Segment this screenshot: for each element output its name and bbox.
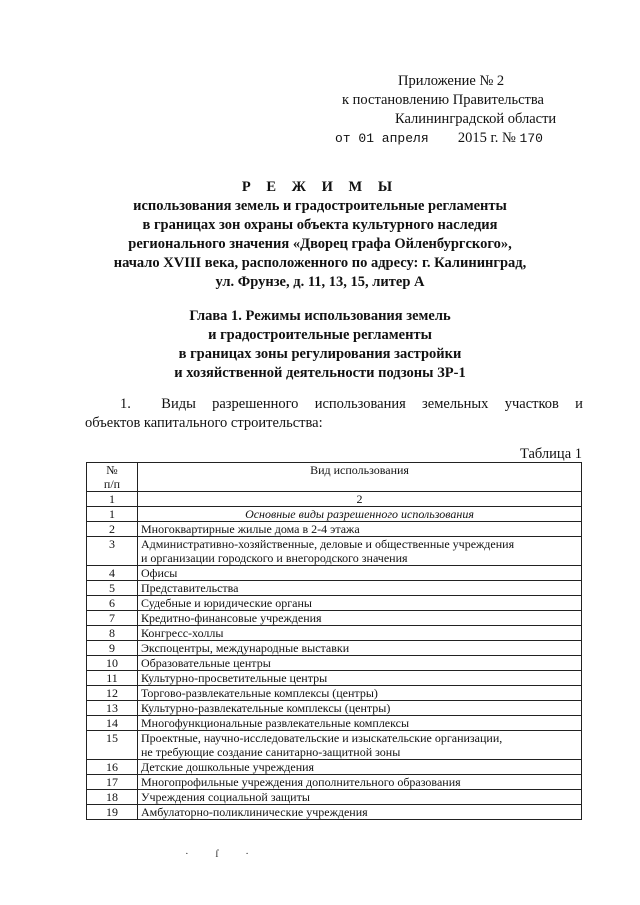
table-row [87, 760, 582, 775]
row-desc: Многоквартирные жилые дома в 2-4 этажа [138, 522, 582, 537]
row-desc: Детские дошкольные учреждения [138, 760, 582, 775]
document-title [60, 178, 580, 292]
row-desc: Проектные, научно-исследовательские и изыскательские организации, не требующие создание санитарно-защитной зоны [138, 731, 582, 760]
appendix-number: 170 [519, 131, 543, 146]
row-desc: Образовательные центры [138, 656, 582, 671]
appendix-ref: к постановлению Правительства [342, 92, 544, 108]
chapter-line: и градостроительные регламенты [208, 327, 432, 343]
row-desc: Культурно-развлекательные комплексы (центры) [138, 701, 582, 716]
table-section-row [87, 507, 582, 522]
row-num: 13 [87, 701, 138, 716]
row-num: 19 [87, 805, 138, 820]
appendix-title: Приложение № 2 [398, 73, 505, 89]
title-line: начало XVIII века, расположенного по адресу: г. Калининград, [113, 255, 527, 271]
header-desc: Вид использования [138, 463, 582, 492]
paragraph-1 [85, 395, 583, 433]
table-row [87, 790, 582, 805]
title-line: регионального значения «Дворец графа Ойленбургского», [128, 236, 512, 252]
table-row [87, 805, 582, 820]
appendix-year: 2015 г. № [457, 130, 516, 146]
row-desc: Многопрофильные учреждения дополнительного образования [138, 775, 582, 790]
table-row [87, 537, 582, 566]
table-row [87, 671, 582, 686]
row-num: 2 [87, 522, 138, 537]
table-header-row [87, 463, 582, 492]
appendix-region: Калининградской области [395, 111, 557, 127]
row-desc: Офисы [138, 566, 582, 581]
row-num: 16 [87, 760, 138, 775]
paragraph-word: разрешенного [212, 396, 299, 412]
table-row [87, 522, 582, 537]
row-num: 6 [87, 596, 138, 611]
section-desc: Основные виды разрешенного использования [138, 507, 582, 522]
chapter-line: Глава 1. Режимы использования земель [189, 308, 451, 324]
row-desc: Амбулаторно-поликлинические учреждения [138, 805, 582, 820]
paragraph-word: использования [314, 396, 406, 412]
index-desc: 2 [138, 492, 582, 507]
table-row [87, 656, 582, 671]
row-num: 7 [87, 611, 138, 626]
table-row [87, 775, 582, 790]
row-desc: Торгово-развлекательные комплексы (центры) [138, 686, 582, 701]
chapter-line: в границах зоны регулирования застройки [178, 346, 462, 362]
table-row [87, 701, 582, 716]
title-line: использования земель и градостроительные регламенты [133, 198, 507, 214]
row-num: 9 [87, 641, 138, 656]
index-num: 1 [87, 492, 138, 507]
table-row [87, 596, 582, 611]
row-num: 5 [87, 581, 138, 596]
table-row [87, 611, 582, 626]
section-num: 1 [87, 507, 138, 522]
paragraph-line [85, 395, 583, 414]
row-num: 14 [87, 716, 138, 731]
title-line: ул. Фрунзе, д. 11, 13, 15, литер А [215, 274, 425, 290]
row-num: 12 [87, 686, 138, 701]
title-mode: Р Е Ж И М Ы [241, 179, 399, 195]
appendix-date: от 01 апреля [335, 131, 429, 146]
row-desc: Экспоцентры, международные выставки [138, 641, 582, 656]
header-num: № п/п [87, 463, 138, 492]
row-desc: Конгресс-холлы [138, 626, 582, 641]
appendix-date-line [330, 129, 590, 148]
chapter-line: и хозяйственной деятельности подзоны ЗР-1 [174, 365, 466, 381]
row-num: 15 [87, 731, 138, 760]
paragraph-number: 1. [120, 396, 131, 412]
table-label: Таблица 1 [519, 446, 582, 462]
row-desc: Кредитно-финансовые учреждения [138, 611, 582, 626]
usage-table [86, 462, 582, 820]
appendix-header [330, 72, 590, 148]
row-num: 4 [87, 566, 138, 581]
row-num: 10 [87, 656, 138, 671]
row-num: 8 [87, 626, 138, 641]
row-num: 17 [87, 775, 138, 790]
row-desc: Культурно-просветительные центры [138, 671, 582, 686]
table-row [87, 641, 582, 656]
scan-marks: · ſ · [185, 848, 261, 860]
row-num: 11 [87, 671, 138, 686]
title-line: в границах зон охраны объекта культурного наследия [142, 217, 498, 233]
row-desc: Учреждения социальной защиты [138, 790, 582, 805]
paragraph-word: участков [504, 396, 559, 412]
row-desc: Представительства [138, 581, 582, 596]
paragraph-word: земельных [422, 396, 489, 412]
table-row [87, 716, 582, 731]
row-desc: Административно-хозяйственные, деловые и общественные учреждения и организации городского и внегородского значения [138, 537, 582, 566]
row-num: 18 [87, 790, 138, 805]
table-row [87, 686, 582, 701]
paragraph-word: Виды [161, 396, 196, 412]
chapter-heading [60, 307, 580, 383]
table-row [87, 566, 582, 581]
table-row [87, 581, 582, 596]
row-desc: Многофункциональные развлекательные комплексы [138, 716, 582, 731]
paragraph-line: объектов капитального строительства: [85, 415, 323, 431]
table-index-row [87, 492, 582, 507]
table-row [87, 626, 582, 641]
paragraph-word: и [575, 396, 583, 412]
row-num: 3 [87, 537, 138, 566]
table-row [87, 731, 582, 760]
row-desc: Судебные и юридические органы [138, 596, 582, 611]
